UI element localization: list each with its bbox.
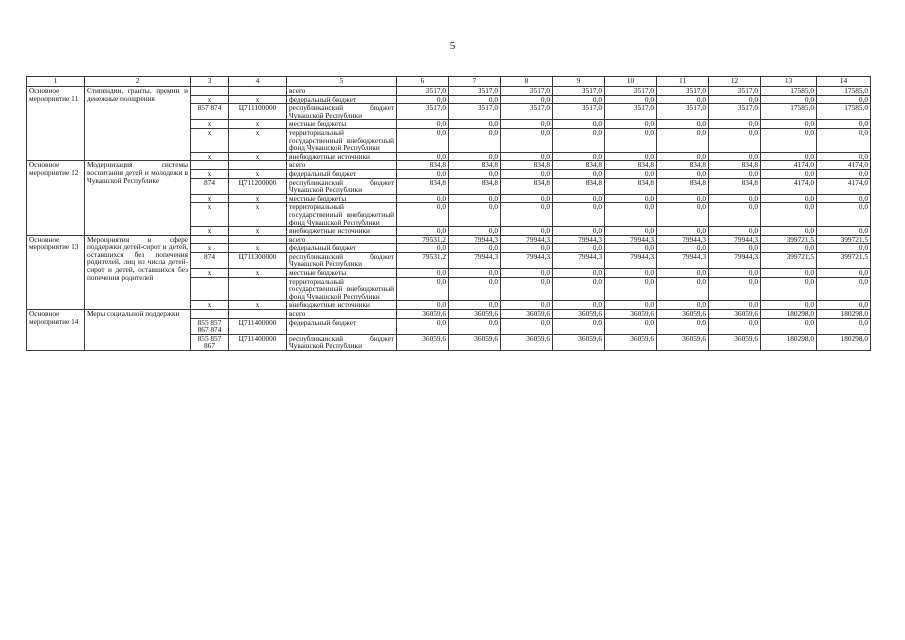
value-cell: 834,8 xyxy=(397,178,449,194)
funding-source-cell: внебюджетные источники xyxy=(287,301,397,310)
target-article-cell: Ц711200000 xyxy=(229,178,287,194)
value-cell: 4174,0 xyxy=(761,178,817,194)
value-cell: 0,0 xyxy=(553,203,605,227)
funding-source-cell: внебюджетные источники xyxy=(287,152,397,161)
table-row xyxy=(27,235,871,244)
value-cell: 834,8 xyxy=(605,161,657,170)
code-cell: х xyxy=(191,227,229,236)
code-cell: 874 xyxy=(191,178,229,194)
value-cell: 0,0 xyxy=(605,277,657,301)
value-cell: 0,0 xyxy=(817,203,871,227)
value-cell: 834,8 xyxy=(553,161,605,170)
value-cell: 0,0 xyxy=(817,128,871,152)
target-article-cell: Ц711400000 xyxy=(229,334,287,350)
page-number: 5 xyxy=(449,40,456,52)
value-cell: 0,0 xyxy=(657,169,709,178)
value-cell: 0,0 xyxy=(553,95,605,104)
column-number: 5 xyxy=(287,77,397,87)
value-cell: 0,0 xyxy=(657,95,709,104)
funding-source-cell: территориальный государственный внебюджетный фонд Чувашской Республики xyxy=(287,203,397,227)
event-name-cell: Модернизация системы воспитания детей и молодежи в Чувашской Республике xyxy=(85,161,191,235)
value-cell: 0,0 xyxy=(761,227,817,236)
value-cell: 0,0 xyxy=(397,301,449,310)
value-cell: 834,8 xyxy=(709,161,761,170)
value-cell: 0,0 xyxy=(709,227,761,236)
value-cell: 0,0 xyxy=(397,194,449,203)
code-cell: х xyxy=(191,128,229,152)
table-row xyxy=(27,87,871,96)
value-cell: 0,0 xyxy=(709,318,761,334)
value-cell: 3517,0 xyxy=(553,87,605,96)
target-article-cell: Ц711400000 xyxy=(229,318,287,334)
target-article-cell xyxy=(229,235,287,244)
funding-source-cell: территориальный государственный внебюджетный фонд Чувашской Республики xyxy=(287,277,397,301)
value-cell: 0,0 xyxy=(553,269,605,278)
value-cell: 36059,6 xyxy=(605,334,657,350)
code-cell: 874 xyxy=(191,252,229,268)
value-cell: 0,0 xyxy=(501,128,553,152)
value-cell: 834,8 xyxy=(605,178,657,194)
value-cell: 3517,0 xyxy=(397,87,449,96)
value-cell: 3517,0 xyxy=(657,104,709,120)
column-number: 4 xyxy=(229,77,287,87)
value-cell: 0,0 xyxy=(449,128,501,152)
value-cell: 834,8 xyxy=(553,178,605,194)
value-cell: 0,0 xyxy=(605,152,657,161)
budget-table xyxy=(26,76,871,351)
value-cell: 17585,0 xyxy=(817,104,871,120)
value-cell: 0,0 xyxy=(657,203,709,227)
funding-source-cell: местные бюджеты xyxy=(287,269,397,278)
value-cell: 79944,3 xyxy=(709,252,761,268)
code-cell: 855 857 867 xyxy=(191,334,229,350)
value-cell: 36059,6 xyxy=(709,310,761,319)
value-cell: 79944,3 xyxy=(657,235,709,244)
value-cell: 36059,6 xyxy=(657,334,709,350)
value-cell: 36059,6 xyxy=(709,334,761,350)
value-cell: 180298,0 xyxy=(761,334,817,350)
value-cell: 399721,5 xyxy=(817,235,871,244)
value-cell: 0,0 xyxy=(761,269,817,278)
value-cell: 0,0 xyxy=(709,95,761,104)
value-cell: 0,0 xyxy=(761,120,817,129)
value-cell: 0,0 xyxy=(449,244,501,253)
value-cell: 3517,0 xyxy=(553,104,605,120)
value-cell: 0,0 xyxy=(553,227,605,236)
value-cell: 0,0 xyxy=(397,120,449,129)
value-cell: 36059,6 xyxy=(397,334,449,350)
funding-source-cell: федеральный бюджет xyxy=(287,95,397,104)
value-cell: 0,0 xyxy=(553,301,605,310)
value-cell: 0,0 xyxy=(397,203,449,227)
value-cell: 36059,6 xyxy=(605,310,657,319)
value-cell: 0,0 xyxy=(817,227,871,236)
event-name-cell: Мероприятия в сфере поддержки детей-сирот и детей, оставшихся без попечения родителей, лиц из числа детей-сирот и детей, оставшихся без попечения родителей xyxy=(85,235,191,309)
value-cell: 0,0 xyxy=(605,203,657,227)
column-number: 2 xyxy=(85,77,191,87)
value-cell: 0,0 xyxy=(397,269,449,278)
column-number: 11 xyxy=(657,77,709,87)
target-article-cell xyxy=(229,161,287,170)
table-row xyxy=(27,310,871,319)
value-cell: 0,0 xyxy=(709,128,761,152)
target-article-cell xyxy=(229,310,287,319)
column-number: 6 xyxy=(397,77,449,87)
code-cell: х xyxy=(191,120,229,129)
code-cell: х xyxy=(191,169,229,178)
value-cell: 0,0 xyxy=(709,277,761,301)
value-cell: 0,0 xyxy=(397,318,449,334)
value-cell: 0,0 xyxy=(397,277,449,301)
column-number: 12 xyxy=(709,77,761,87)
target-article-cell: х xyxy=(229,301,287,310)
value-cell: 0,0 xyxy=(761,152,817,161)
code-cell: х xyxy=(191,269,229,278)
code-cell xyxy=(191,235,229,244)
value-cell: 0,0 xyxy=(761,301,817,310)
value-cell: 0,0 xyxy=(761,318,817,334)
event-name-cell: Меры социальной поддержки xyxy=(85,310,191,351)
value-cell: 0,0 xyxy=(553,318,605,334)
funding-source-cell: республиканский бюджет Чувашской Республики xyxy=(287,178,397,194)
value-cell: 79531,2 xyxy=(397,252,449,268)
value-cell: 0,0 xyxy=(709,203,761,227)
column-number: 13 xyxy=(761,77,817,87)
funding-source-cell: всего xyxy=(287,235,397,244)
value-cell: 79944,3 xyxy=(553,252,605,268)
target-article-cell: х xyxy=(229,227,287,236)
value-cell: 0,0 xyxy=(709,169,761,178)
value-cell: 17585,0 xyxy=(761,104,817,120)
value-cell: 0,0 xyxy=(397,152,449,161)
value-cell: 0,0 xyxy=(449,152,501,161)
value-cell: 0,0 xyxy=(501,203,553,227)
target-article-cell: Ц711100000 xyxy=(229,104,287,120)
value-cell: 3517,0 xyxy=(605,104,657,120)
value-cell: 0,0 xyxy=(657,269,709,278)
funding-source-cell: республиканский бюджет Чувашской Республики xyxy=(287,104,397,120)
value-cell: 0,0 xyxy=(817,120,871,129)
value-cell: 180298,0 xyxy=(817,334,871,350)
value-cell: 0,0 xyxy=(817,169,871,178)
value-cell: 36059,6 xyxy=(397,310,449,319)
value-cell: 0,0 xyxy=(817,269,871,278)
value-cell: 79944,3 xyxy=(501,235,553,244)
value-cell: 0,0 xyxy=(709,244,761,253)
column-number: 8 xyxy=(501,77,553,87)
target-article-cell xyxy=(229,277,287,301)
value-cell: 0,0 xyxy=(761,244,817,253)
value-cell: 17585,0 xyxy=(761,87,817,96)
column-number: 1 xyxy=(27,77,85,87)
value-cell: 0,0 xyxy=(709,269,761,278)
value-cell: 0,0 xyxy=(605,301,657,310)
value-cell: 0,0 xyxy=(761,203,817,227)
value-cell: 0,0 xyxy=(553,244,605,253)
value-cell: 0,0 xyxy=(605,318,657,334)
value-cell: 399721,5 xyxy=(817,252,871,268)
value-cell: 79944,3 xyxy=(449,252,501,268)
code-cell xyxy=(191,277,229,301)
value-cell: 0,0 xyxy=(817,277,871,301)
value-cell: 0,0 xyxy=(709,120,761,129)
value-cell: 0,0 xyxy=(449,318,501,334)
event-name-cell: Стипендии, гранты, премии и денежные поощрения xyxy=(85,87,191,161)
code-cell xyxy=(191,161,229,170)
value-cell: 4174,0 xyxy=(817,161,871,170)
value-cell: 3517,0 xyxy=(709,104,761,120)
funding-source-cell: всего xyxy=(287,310,397,319)
column-number: 3 xyxy=(191,77,229,87)
code-cell: х xyxy=(191,152,229,161)
value-cell: 4174,0 xyxy=(761,161,817,170)
value-cell: 3517,0 xyxy=(449,87,501,96)
value-cell: 0,0 xyxy=(761,169,817,178)
funding-source-cell: всего xyxy=(287,87,397,96)
target-article-cell: х xyxy=(229,244,287,253)
value-cell: 0,0 xyxy=(817,152,871,161)
value-cell: 0,0 xyxy=(657,318,709,334)
value-cell: 0,0 xyxy=(657,301,709,310)
value-cell: 0,0 xyxy=(709,194,761,203)
value-cell: 0,0 xyxy=(553,152,605,161)
event-cell: Основное мероприятие 12 xyxy=(27,161,85,235)
value-cell: 3517,0 xyxy=(449,104,501,120)
value-cell: 0,0 xyxy=(605,227,657,236)
code-cell: 857 874 xyxy=(191,104,229,120)
value-cell: 36059,6 xyxy=(553,310,605,319)
code-cell: х xyxy=(191,301,229,310)
event-cell: Основное мероприятие 13 xyxy=(27,235,85,309)
value-cell: 0,0 xyxy=(817,194,871,203)
value-cell: 0,0 xyxy=(553,194,605,203)
value-cell: 0,0 xyxy=(817,301,871,310)
value-cell: 3517,0 xyxy=(501,87,553,96)
code-cell: х xyxy=(191,194,229,203)
value-cell: 0,0 xyxy=(449,194,501,203)
value-cell: 0,0 xyxy=(605,244,657,253)
value-cell: 0,0 xyxy=(709,301,761,310)
value-cell: 79944,3 xyxy=(709,235,761,244)
target-article-cell: х xyxy=(229,269,287,278)
value-cell: 0,0 xyxy=(501,277,553,301)
value-cell: 0,0 xyxy=(817,318,871,334)
value-cell: 834,8 xyxy=(657,178,709,194)
value-cell: 0,0 xyxy=(397,95,449,104)
value-cell: 180298,0 xyxy=(761,310,817,319)
value-cell: 0,0 xyxy=(501,269,553,278)
value-cell: 0,0 xyxy=(657,277,709,301)
value-cell: 0,0 xyxy=(657,244,709,253)
value-cell: 79944,3 xyxy=(501,252,553,268)
column-number-row xyxy=(27,77,871,87)
value-cell: 0,0 xyxy=(397,244,449,253)
value-cell: 0,0 xyxy=(657,152,709,161)
value-cell: 0,0 xyxy=(501,227,553,236)
value-cell: 0,0 xyxy=(501,194,553,203)
value-cell: 0,0 xyxy=(657,194,709,203)
value-cell: 0,0 xyxy=(657,128,709,152)
value-cell: 0,0 xyxy=(605,95,657,104)
value-cell: 3517,0 xyxy=(501,104,553,120)
funding-source-cell: республиканский бюджет Чувашской Республики xyxy=(287,252,397,268)
value-cell: 0,0 xyxy=(501,244,553,253)
value-cell: 0,0 xyxy=(761,128,817,152)
value-cell: 79944,3 xyxy=(605,235,657,244)
value-cell: 3517,0 xyxy=(657,87,709,96)
value-cell: 36059,6 xyxy=(657,310,709,319)
value-cell: 0,0 xyxy=(449,301,501,310)
value-cell: 180298,0 xyxy=(817,310,871,319)
funding-source-cell: местные бюджеты xyxy=(287,120,397,129)
value-cell: 17585,0 xyxy=(817,87,871,96)
funding-source-cell: республиканский бюджет Чувашской Республики xyxy=(287,334,397,350)
value-cell: 0,0 xyxy=(449,95,501,104)
value-cell: 834,8 xyxy=(501,178,553,194)
value-cell: 0,0 xyxy=(501,301,553,310)
value-cell: 79944,3 xyxy=(605,252,657,268)
value-cell: 834,8 xyxy=(657,161,709,170)
value-cell: 0,0 xyxy=(605,120,657,129)
value-cell: 834,8 xyxy=(449,178,501,194)
value-cell: 36059,6 xyxy=(449,334,501,350)
funding-source-cell: всего xyxy=(287,161,397,170)
value-cell: 0,0 xyxy=(449,227,501,236)
value-cell: 0,0 xyxy=(553,120,605,129)
value-cell: 0,0 xyxy=(501,169,553,178)
target-article-cell xyxy=(229,87,287,96)
value-cell: 79944,3 xyxy=(449,235,501,244)
column-number: 14 xyxy=(817,77,871,87)
value-cell: 0,0 xyxy=(397,169,449,178)
value-cell: 0,0 xyxy=(449,120,501,129)
value-cell: 0,0 xyxy=(817,244,871,253)
value-cell: 0,0 xyxy=(397,227,449,236)
value-cell: 4174,0 xyxy=(817,178,871,194)
value-cell: 0,0 xyxy=(501,318,553,334)
value-cell: 834,8 xyxy=(397,161,449,170)
event-cell: Основное мероприятие 14 xyxy=(27,310,85,351)
value-cell: 0,0 xyxy=(501,95,553,104)
value-cell: 0,0 xyxy=(553,169,605,178)
value-cell: 0,0 xyxy=(605,194,657,203)
table-row xyxy=(27,161,871,170)
target-article-cell: х xyxy=(229,120,287,129)
value-cell: 0,0 xyxy=(501,152,553,161)
code-cell: х xyxy=(191,95,229,104)
value-cell: 0,0 xyxy=(709,152,761,161)
column-number: 10 xyxy=(605,77,657,87)
value-cell: 834,8 xyxy=(449,161,501,170)
value-cell: 36059,6 xyxy=(501,334,553,350)
target-article-cell: х xyxy=(229,128,287,152)
funding-source-cell: местные бюджеты xyxy=(287,194,397,203)
value-cell: 79944,3 xyxy=(657,252,709,268)
value-cell: 36059,6 xyxy=(553,334,605,350)
value-cell: 834,8 xyxy=(501,161,553,170)
value-cell: 0,0 xyxy=(553,277,605,301)
funding-source-cell: федеральный бюджет xyxy=(287,169,397,178)
value-cell: 0,0 xyxy=(501,120,553,129)
value-cell: 0,0 xyxy=(397,128,449,152)
value-cell: 0,0 xyxy=(449,277,501,301)
column-number: 9 xyxy=(553,77,605,87)
target-article-cell: х xyxy=(229,169,287,178)
code-cell: х xyxy=(191,244,229,253)
code-cell: 855 857 867 874 xyxy=(191,318,229,334)
funding-source-cell: территориальный государственный внебюджетный фонд Чувашской Республики xyxy=(287,128,397,152)
target-article-cell: Ц711300000 xyxy=(229,252,287,268)
value-cell: 0,0 xyxy=(553,128,605,152)
target-article-cell: х xyxy=(229,152,287,161)
target-article-cell: х xyxy=(229,194,287,203)
value-cell: 36059,6 xyxy=(501,310,553,319)
value-cell: 79944,3 xyxy=(553,235,605,244)
code-cell: х xyxy=(191,203,229,227)
value-cell: 0,0 xyxy=(449,269,501,278)
code-cell xyxy=(191,87,229,96)
value-cell: 0,0 xyxy=(761,194,817,203)
value-cell: 399721,5 xyxy=(761,252,817,268)
value-cell: 0,0 xyxy=(605,128,657,152)
code-cell xyxy=(191,310,229,319)
target-article-cell: х xyxy=(229,95,287,104)
value-cell: 0,0 xyxy=(657,227,709,236)
value-cell: 0,0 xyxy=(449,203,501,227)
value-cell: 0,0 xyxy=(761,95,817,104)
value-cell: 79531,2 xyxy=(397,235,449,244)
value-cell: 0,0 xyxy=(817,95,871,104)
column-number: 7 xyxy=(449,77,501,87)
value-cell: 834,8 xyxy=(709,178,761,194)
funding-source-cell: федеральный бюджет xyxy=(287,318,397,334)
value-cell: 0,0 xyxy=(657,120,709,129)
target-article-cell: х xyxy=(229,203,287,227)
value-cell: 3517,0 xyxy=(397,104,449,120)
value-cell: 0,0 xyxy=(761,277,817,301)
event-cell: Основное мероприятие 11 xyxy=(27,87,85,161)
value-cell: 0,0 xyxy=(449,169,501,178)
value-cell: 3517,0 xyxy=(709,87,761,96)
value-cell: 0,0 xyxy=(605,269,657,278)
value-cell: 3517,0 xyxy=(605,87,657,96)
value-cell: 399721,5 xyxy=(761,235,817,244)
funding-source-cell: федеральный бюджет xyxy=(287,244,397,253)
funding-source-cell: внебюджетные источники xyxy=(287,227,397,236)
value-cell: 36059,6 xyxy=(449,310,501,319)
value-cell: 0,0 xyxy=(605,169,657,178)
